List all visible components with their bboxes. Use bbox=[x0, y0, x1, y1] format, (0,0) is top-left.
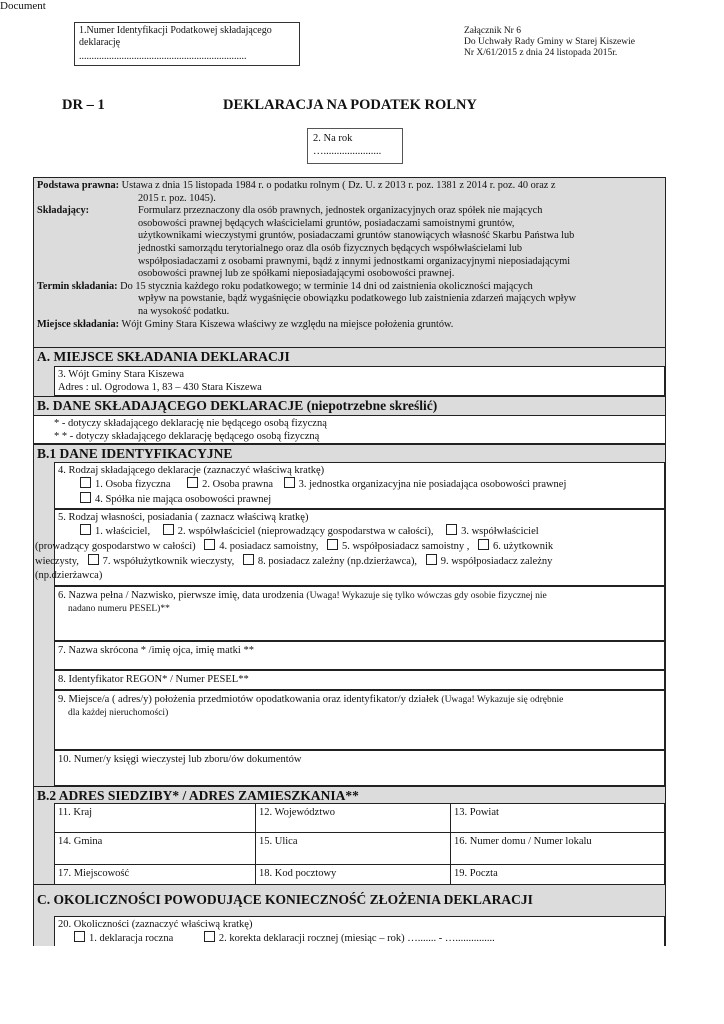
filer-text-3: użytkownikami wieczystymi gruntów, posiadaczami gruntów stanowiących własność Skarbu Państwa lub bbox=[138, 230, 575, 242]
checkbox[interactable] bbox=[80, 492, 91, 503]
field-18-label: 18. Kod pocztowy bbox=[259, 868, 337, 879]
indent-spacer bbox=[34, 366, 56, 396]
field-3-cell bbox=[54, 366, 665, 396]
checkbox[interactable] bbox=[74, 931, 85, 942]
section-c-header: C. OKOLICZNOŚCI POWODUJĄCE KONIECZNOŚĆ ZŁOŻENIA DEKLARACJI bbox=[34, 884, 665, 916]
field-5-opt-2: 2. współwłaściciel (nieprowadzący gospodarstwa w całości), bbox=[177, 526, 434, 537]
field-9-note-2: dla każdej nieruchomości) bbox=[68, 708, 169, 718]
filer-text-6: osobowości prawnej lub ze spółkami nieposiadającymi osobowości prawnej. bbox=[138, 268, 455, 280]
field-11-label: 11. Kraj bbox=[58, 807, 93, 818]
field-5-opt-4: 4. posiadacz samoistny, bbox=[219, 541, 319, 552]
indent-spacer bbox=[34, 916, 56, 946]
field-5-opt-6b: wieczysty, bbox=[35, 556, 79, 567]
checkbox[interactable] bbox=[478, 539, 489, 550]
nip-box bbox=[74, 22, 300, 66]
filer-label: Składający: bbox=[37, 205, 90, 217]
form-code: DR – 1 bbox=[62, 97, 105, 113]
field-10-label: 10. Numer/y księgi wieczystej lub zboru/ów dokumentów bbox=[58, 754, 302, 765]
field-16-label: 16. Numer domu / Numer lokalu bbox=[454, 836, 592, 847]
page-title: DEKLARACJA NA PODATEK ROLNY bbox=[223, 97, 477, 113]
filer-text-5: współposiadaczami z osobami prawnymi, bądź z innymi jednostkami organizacyjnymi nieposiadającymi bbox=[138, 255, 571, 267]
attachment-line-3: Nr X/61/2015 z dnia 24 listopada 2015r. bbox=[464, 48, 618, 58]
field-14-label: 14. Gmina bbox=[58, 836, 103, 847]
field-6-cell[interactable] bbox=[54, 586, 665, 641]
field-4-opt-1: 1. Osoba fizyczna bbox=[95, 479, 171, 490]
field-8-cell[interactable] bbox=[54, 670, 665, 690]
field-5-opt-5: 5. współposiadacz samoistny , bbox=[341, 541, 470, 552]
field-4-cell bbox=[54, 462, 665, 509]
checkbox[interactable] bbox=[204, 539, 215, 550]
section-b2-header: B.2 ADRES SIEDZIBY* / ADRES ZAMIESZKANIA** bbox=[34, 786, 665, 803]
basis-label: Podstawa prawna: bbox=[37, 180, 120, 191]
field-5-opt-3: 3. współwłaściciel bbox=[461, 526, 539, 537]
checkbox[interactable] bbox=[163, 524, 174, 535]
field-4-opt-2: 2. Osoba prawna bbox=[202, 479, 273, 490]
field-5-opt-9b: (np.dzierżawca) bbox=[35, 570, 103, 581]
deadline-text-1: Do 15 stycznia każdego roku podatkowego; w terminie 14 dni od zaistnienia okoliczności mających bbox=[120, 280, 533, 292]
field-4-label: 4. Rodzaj składającego deklaracje (zaznaczyć właściwą kratkę) bbox=[58, 465, 325, 476]
checkbox[interactable] bbox=[80, 477, 91, 488]
field-20-label: 20. Okoliczności (zaznaczyć właściwą kratkę) bbox=[58, 919, 253, 930]
attachment-line-1: Załącznik Nr 6 bbox=[464, 26, 521, 36]
field-7-label: 7. Nazwa skrócona * /imię ojca, imię matki ** bbox=[58, 645, 254, 656]
field-13-label: 13. Powiat bbox=[454, 807, 499, 818]
field-15-cell[interactable] bbox=[255, 832, 451, 865]
field-3-label: 3. Wójt Gminy Stara Kiszewa bbox=[58, 369, 185, 380]
filer-text-1: Formularz przeznaczony dla osób prawnych, jednostek organizacyjnych oraz spółek nie mających bbox=[138, 205, 543, 217]
checkbox[interactable] bbox=[88, 554, 99, 565]
field-4-opt-3: 3. jednostka organizacyjna nie posiadająca osobowości prawnej bbox=[298, 479, 567, 490]
field-5-label: 5. Rodzaj własności, posiadania ( zaznacz właściwą kratkę) bbox=[58, 512, 309, 523]
year-box bbox=[307, 128, 403, 164]
section-b1-header: B.1 DANE IDENTYFIKACYJNE bbox=[34, 444, 665, 462]
declaration-form bbox=[33, 177, 666, 946]
place-label: Miejsce składania: bbox=[37, 318, 120, 330]
deadline-text-3: na wysokość podatku. bbox=[138, 305, 230, 317]
field-11-cell[interactable] bbox=[54, 803, 256, 833]
field-9-label: 9. Miejsce/a ( adres/y) położenia przedmiotów opodatkowania oraz identyfikator/y działek bbox=[58, 694, 439, 705]
basis-text-1: Ustawa z dnia 15 listopada 1984 r. o podatku rolnym ( Dz. U. z 2013 r. poz. 1381 z 2014 r. poz. 40 oraz z bbox=[121, 180, 556, 191]
field-6-note-2: nadano numeru PESEL)** bbox=[68, 604, 170, 614]
checkbox[interactable] bbox=[204, 931, 215, 942]
field-20-cell bbox=[54, 916, 665, 946]
indent-spacer bbox=[34, 462, 56, 786]
checkbox[interactable] bbox=[243, 554, 254, 565]
field-17-label: 17. Miejscowość bbox=[58, 868, 130, 879]
note-natural-person: * * - dotyczy składającego deklarację będącego osobą fizyczną bbox=[54, 431, 320, 442]
field-19-label: 19. Poczta bbox=[454, 868, 498, 879]
field-5-opt-3b: (prowadzący gospodarstwo w całości) bbox=[35, 541, 196, 552]
field-5-opt-9: 9. współposiadacz zależny bbox=[440, 556, 553, 567]
attachment-note bbox=[464, 26, 704, 59]
field-12-label: 12. Województwo bbox=[259, 807, 335, 818]
field-5-opt-6: 6. użytkownik bbox=[493, 541, 554, 552]
field-9-cell[interactable] bbox=[54, 690, 665, 750]
checkbox[interactable] bbox=[284, 477, 295, 488]
section-a-header: A. MIEJSCE SKŁADANIA DEKLARACJI bbox=[34, 347, 665, 366]
place-text: Wójt Gminy Stara Kiszewa właściwy ze względu na miejsce położenia gruntów. bbox=[121, 318, 454, 330]
field-16-cell[interactable] bbox=[450, 832, 665, 865]
field-4-opt-4: 4. Spółka nie mająca osobowości prawnej bbox=[95, 494, 272, 505]
field-5-cell bbox=[35, 509, 665, 586]
field-8-label: 8. Identyfikator REGON* / Numer PESEL** bbox=[58, 674, 249, 685]
nip-input-dots[interactable]: ................................................................... bbox=[79, 51, 247, 62]
field-5-opt-1: 1. właściciel, bbox=[95, 526, 151, 537]
deadline-text-2: wpływ na powstanie, bądź wygaśnięcie obowiązku podatkowego lub zaistnienia zdarzeń mających wpływ bbox=[138, 293, 577, 305]
checkbox[interactable] bbox=[187, 477, 198, 488]
field-6-label: 6. Nazwa pełna / Nazwisko, pierwsze imię, data urodzenia bbox=[58, 590, 304, 601]
field-15-label: 15. Ulica bbox=[259, 836, 298, 847]
field-9-note-1: (Uwaga! Wykazuje się odrębnie bbox=[441, 695, 564, 705]
section-b-notes bbox=[34, 415, 665, 444]
attachment-line-2: Do Uchwały Rady Gminy w Starej Kiszewie bbox=[464, 37, 635, 47]
checkbox[interactable] bbox=[446, 524, 457, 535]
checkbox[interactable] bbox=[327, 539, 338, 550]
field-5-opt-8: 8. posiadacz zależny (np.dzierżawca), bbox=[257, 556, 418, 567]
checkbox[interactable] bbox=[426, 554, 437, 565]
field-3-address: Adres : ul. Ogrodowa 1, 83 – 430 Stara Kiszewa bbox=[58, 382, 262, 393]
field-10-cell[interactable] bbox=[54, 750, 665, 786]
basis-text-2: 2015 r. poz. 1045). bbox=[138, 192, 216, 204]
year-label: 2. Na rok bbox=[313, 133, 353, 144]
section-b-header: B. DANE SKŁADAJĄCEGO DEKLARACJE (niepotrzebne skreślić) bbox=[34, 396, 665, 415]
checkbox[interactable] bbox=[80, 524, 91, 535]
year-input-dots[interactable]: …...................... bbox=[313, 146, 382, 157]
nip-label: 1.Numer Identyfikacji Podatkowej składającego deklarację bbox=[79, 25, 272, 48]
field-5-opt-7: 7. współużytkownik wieczysty, bbox=[102, 556, 235, 567]
deadline-label: Termin składania: bbox=[37, 280, 118, 292]
field-12-cell[interactable] bbox=[255, 803, 451, 833]
field-20-opt-2: 2. korekta deklaracji rocznej (miesiąc – rok) …....... - …............... bbox=[218, 933, 495, 944]
field-14-cell[interactable] bbox=[54, 832, 256, 865]
field-13-cell[interactable] bbox=[450, 803, 665, 833]
filer-text-4: jednostki samorządu terytorialnego oraz dla osób fizycznych będących współwłaścielami lub bbox=[138, 242, 523, 254]
info-block bbox=[34, 178, 665, 347]
field-6-note-1: (Uwaga! Wykazuje się tylko wówczas gdy osobie fizycznej nie bbox=[306, 591, 547, 601]
note-legal-person: * - dotyczy składającego deklarację nie będącego osobą fizyczną bbox=[54, 418, 327, 429]
filer-text-2: osobowości prawnej będących właścicielami gruntów, posiadaczami samoistnymi gruntów, bbox=[138, 217, 515, 229]
field-7-cell[interactable] bbox=[54, 641, 665, 670]
field-20-opt-1: 1. deklaracja roczna bbox=[89, 933, 174, 944]
